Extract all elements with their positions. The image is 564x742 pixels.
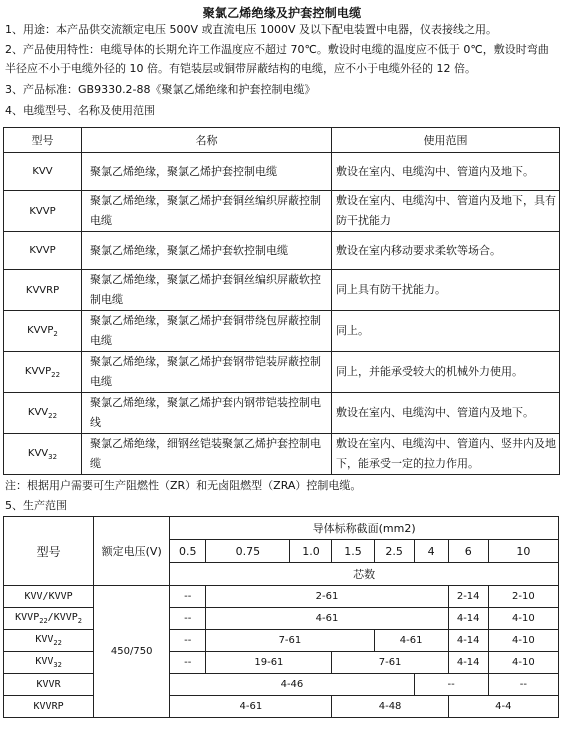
cell-model: KVVR — [4, 674, 94, 696]
header-model: 型号 — [4, 128, 82, 153]
cell-model: KVVP — [4, 191, 82, 232]
cell-cores: 2-10 — [488, 586, 558, 608]
table-row — [4, 434, 560, 475]
cell-model: KVV/KVVP — [4, 586, 94, 608]
table-row — [4, 393, 560, 434]
header-voltage: 额定电压(V) — [94, 517, 170, 586]
cell-cores: 4-61 — [374, 630, 448, 652]
cell-usage: 敷设在室内移动要求柔软等场合。 — [332, 232, 560, 270]
cell-cores: -- — [170, 652, 206, 674]
cell-name: 聚氯乙烯绝缘，聚氯乙烯护套铜丝编织屏蔽软控制电缆 — [82, 270, 332, 311]
cell-cores: -- — [170, 586, 206, 608]
cell-usage: 敷设在室内、电缆沟中、管道内及地下。 — [332, 393, 560, 434]
cell-cores: 4-4 — [448, 696, 558, 718]
table-row — [4, 696, 559, 718]
cell-cores: 4-14 — [448, 630, 488, 652]
cell-name: 聚氯乙烯绝缘，聚氯乙烯护套铜带绕包屏蔽控制电缆 — [82, 311, 332, 352]
table-row — [4, 630, 559, 652]
cell-cores: 4-14 — [448, 652, 488, 674]
cell-model: $KVV_{32}$ — [4, 434, 82, 475]
cell-usage: 同上具有防干扰能力。 — [332, 270, 560, 311]
header-row-section — [4, 517, 559, 540]
cell-name: 聚氯乙烯绝缘，聚氯乙烯护套铜丝编织屏蔽控制电缆 — [82, 191, 332, 232]
cell-cores: 19-61 — [206, 652, 332, 674]
cell-cores: 4-10 — [488, 630, 558, 652]
cell-usage: 敷设在室内、电缆沟中、管道内及地下。 — [332, 153, 560, 191]
cell-cores: 4-61 — [170, 696, 332, 718]
cell-cores: 4-61 — [206, 608, 448, 630]
size-cell: 1.0 — [290, 540, 332, 563]
table-row — [4, 652, 559, 674]
table-row — [4, 153, 560, 191]
size-cell: 10 — [488, 540, 558, 563]
cell-cores: 7-61 — [206, 630, 374, 652]
cell-usage: 敷设在室内、电缆沟中、管道内、竖井内及地下，能承受一定的拉力作用。 — [332, 434, 560, 475]
cell-model: $KVVP_2$ — [4, 311, 82, 352]
size-cell: 0.75 — [206, 540, 290, 563]
para-section5: 5、生产范围 — [5, 499, 67, 512]
cell-name: 聚氯乙烯绝缘，聚氯乙烯护套软控制电缆 — [82, 232, 332, 270]
cell-cores: -- — [170, 608, 206, 630]
cell-cores: 4-14 — [448, 608, 488, 630]
cell-cores: 7-61 — [332, 652, 448, 674]
table-row — [4, 608, 559, 630]
cell-cores: -- — [170, 630, 206, 652]
table-row — [4, 232, 560, 270]
cell-cores: -- — [414, 674, 488, 696]
para-standard: 3、产品标准：GB9330.2-88《聚氯乙烯绝缘和护套控制电缆》 — [5, 83, 316, 96]
size-cell: 0.5 — [170, 540, 206, 563]
cell-model: $KVV_{32}$ — [4, 652, 94, 674]
size-cell: 2.5 — [374, 540, 414, 563]
header-name: 名称 — [82, 128, 332, 153]
cell-cores: 2-14 — [448, 586, 488, 608]
production-range-table — [3, 516, 559, 718]
cell-name: 聚氯乙烯绝缘，聚氯乙烯护套内钢带铠装控制电线 — [82, 393, 332, 434]
cell-model: KVVRP — [4, 270, 82, 311]
header-section: 导体标称截面(mm2) — [170, 517, 559, 540]
cell-usage: 同上，并能承受较大的机械外力使用。 — [332, 352, 560, 393]
table-header-row — [4, 128, 560, 153]
cell-model: $KVV_{22}$ — [4, 393, 82, 434]
cell-usage: 同上。 — [332, 311, 560, 352]
table-row — [4, 191, 560, 232]
cell-name: 聚氯乙烯绝缘，聚氯乙烯护套控制电缆 — [82, 153, 332, 191]
cell-model: KVV — [4, 153, 82, 191]
cell-name: 聚氯乙烯绝缘，细钢丝铠装聚氯乙烯护套控制电缆 — [82, 434, 332, 475]
para-section4: 4、电缆型号、名称及使用范围 — [5, 104, 155, 117]
table-row — [4, 270, 560, 311]
cell-cores: 4-48 — [332, 696, 448, 718]
cell-cores: 4-46 — [170, 674, 414, 696]
cell-cores: -- — [488, 674, 558, 696]
cable-type-table — [3, 127, 560, 475]
cell-model: $KVVP_{22}$ — [4, 352, 82, 393]
header-model: 型号 — [4, 517, 94, 586]
size-cell: 6 — [448, 540, 488, 563]
note-text: 注：根据用户需要可生产阻燃性（ZR）和无卤阻燃型（ZRA）控制电缆。 — [5, 479, 362, 492]
header-usage: 使用范围 — [332, 128, 560, 153]
cell-voltage: 450/750 — [94, 586, 170, 718]
header-cores: 芯数 — [170, 563, 559, 586]
table-row — [4, 311, 560, 352]
cell-model: KVVRP — [4, 696, 94, 718]
table-row — [4, 674, 559, 696]
cell-cores: 4-10 — [488, 652, 558, 674]
cell-cores: 4-10 — [488, 608, 558, 630]
cell-usage: 敷设在室内、电缆沟中、管道内及地下，具有防干扰能力 — [332, 191, 560, 232]
cell-name: 聚氯乙烯绝缘，聚氯乙烯护套钢带铠装屏蔽控制电缆 — [82, 352, 332, 393]
size-cell: 4 — [414, 540, 448, 563]
table-row — [4, 586, 559, 608]
para-usage: 1、用途：本产品供交流额定电压 500V 或直流电压 1000V 及以下配电装置中电器，仪表接线之用。 — [5, 23, 498, 36]
size-cell: 1.5 — [332, 540, 374, 563]
cell-model: $KVV_{22}$ — [4, 630, 94, 652]
cell-cores: 2-61 — [206, 586, 448, 608]
page-title: 聚氯乙烯绝缘及护套控制电缆 — [202, 6, 362, 20]
para-characteristics: 2、产品使用特性：电缆导体的长期允许工作温度应不超过 70℃。敷设时电缆的温度应不低于 0℃，敷设时弯曲半径应不小于电缆外径的 10 倍。有铠装层或铜带屏蔽结构的电缆，应不小于电缆外径的 12 倍。 — [5, 43, 549, 75]
cell-model: KVVP — [4, 232, 82, 270]
cell-model: $KVVP_{22}/KVVP_2$ — [4, 608, 94, 630]
table-row — [4, 352, 560, 393]
